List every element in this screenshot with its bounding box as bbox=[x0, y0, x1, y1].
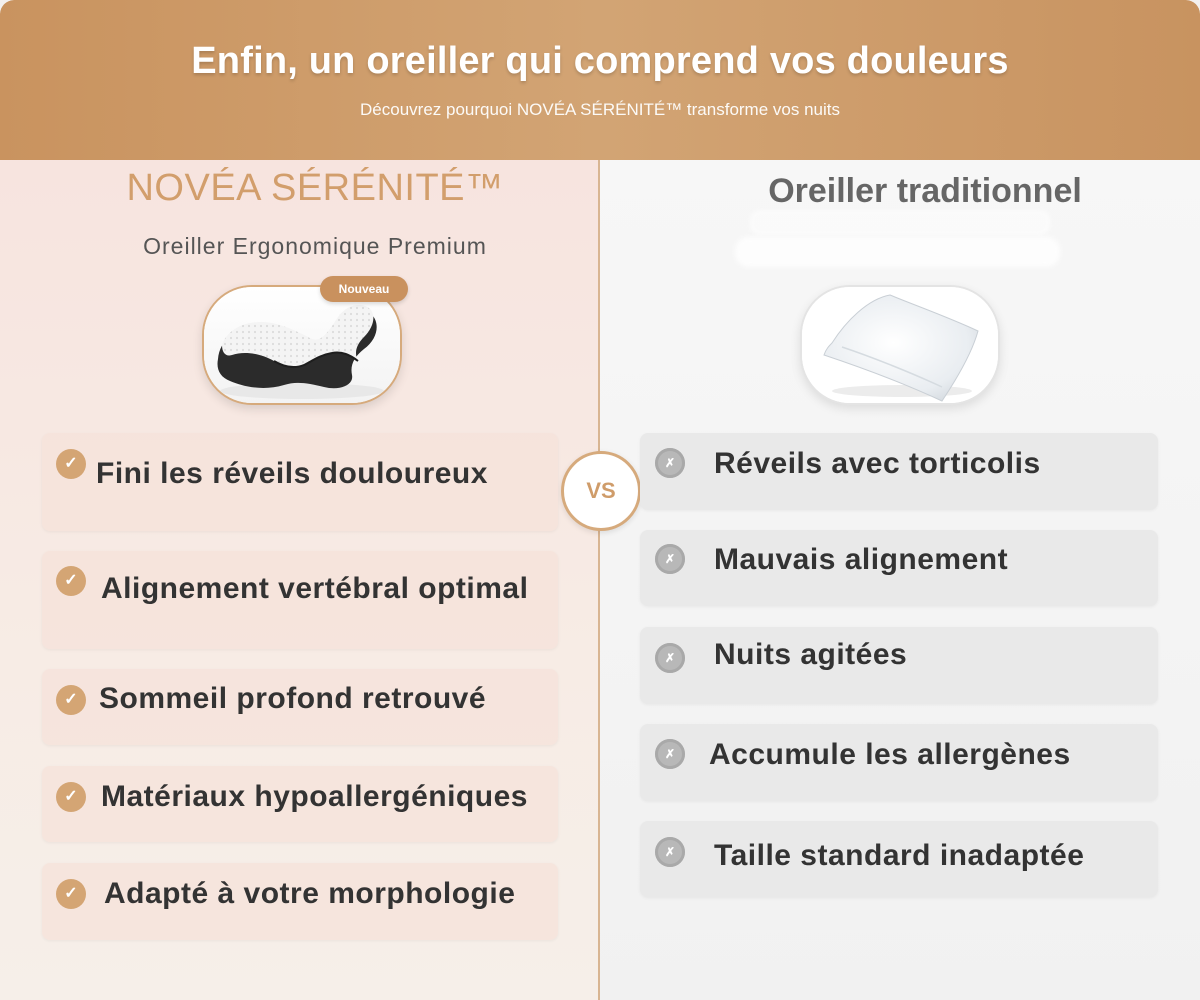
drawback-text: Taille standard inadaptée bbox=[714, 839, 1085, 872]
cross-icon: ✗ bbox=[655, 448, 685, 478]
faded-highlight bbox=[735, 237, 1060, 267]
drawback-text: Nuits agitées bbox=[714, 638, 908, 671]
traditional-title: Oreiller traditionnel bbox=[768, 172, 1082, 210]
page-subtitle: Découvrez pourquoi NOVÉA SÉRÉNITÉ™ transforme vos nuits bbox=[360, 100, 840, 119]
header-banner bbox=[0, 0, 1200, 160]
cross-icon: ✗ bbox=[655, 643, 685, 673]
drawback-text: Accumule les allergènes bbox=[709, 738, 1071, 771]
benefit-text: Fini les réveils douloureux bbox=[96, 457, 488, 490]
benefit-text: Sommeil profond retrouvé bbox=[99, 682, 487, 715]
cross-icon: ✗ bbox=[655, 544, 685, 574]
check-icon: ✓ bbox=[56, 449, 86, 479]
drawback-text: Mauvais alignement bbox=[714, 543, 1009, 576]
benefit-text: Adapté à votre morphologie bbox=[104, 877, 516, 910]
drawback-text: Réveils avec torticolis bbox=[714, 447, 1041, 480]
page-title: Enfin, un oreiller qui comprend vos douleurs bbox=[191, 40, 1009, 82]
vs-badge: VS bbox=[561, 451, 641, 531]
ergonomic-pillow-image bbox=[202, 285, 402, 405]
check-icon: ✓ bbox=[56, 566, 86, 596]
cross-icon: ✗ bbox=[655, 837, 685, 867]
brand-name: NOVÉA SÉRÉNITÉ™ bbox=[126, 167, 504, 209]
benefit-text: Alignement vertébral optimal bbox=[101, 572, 529, 605]
benefit-text: Matériaux hypoallergéniques bbox=[101, 780, 528, 813]
traditional-pillow-image bbox=[800, 285, 1000, 405]
check-icon: ✓ bbox=[56, 685, 86, 715]
cross-icon: ✗ bbox=[655, 739, 685, 769]
check-icon: ✓ bbox=[56, 782, 86, 812]
column-divider bbox=[598, 160, 600, 1000]
faded-highlight bbox=[750, 210, 1050, 235]
new-badge: Nouveau bbox=[320, 276, 408, 302]
brand-subtitle: Oreiller Ergonomique Premium bbox=[143, 233, 487, 259]
check-icon: ✓ bbox=[56, 879, 86, 909]
